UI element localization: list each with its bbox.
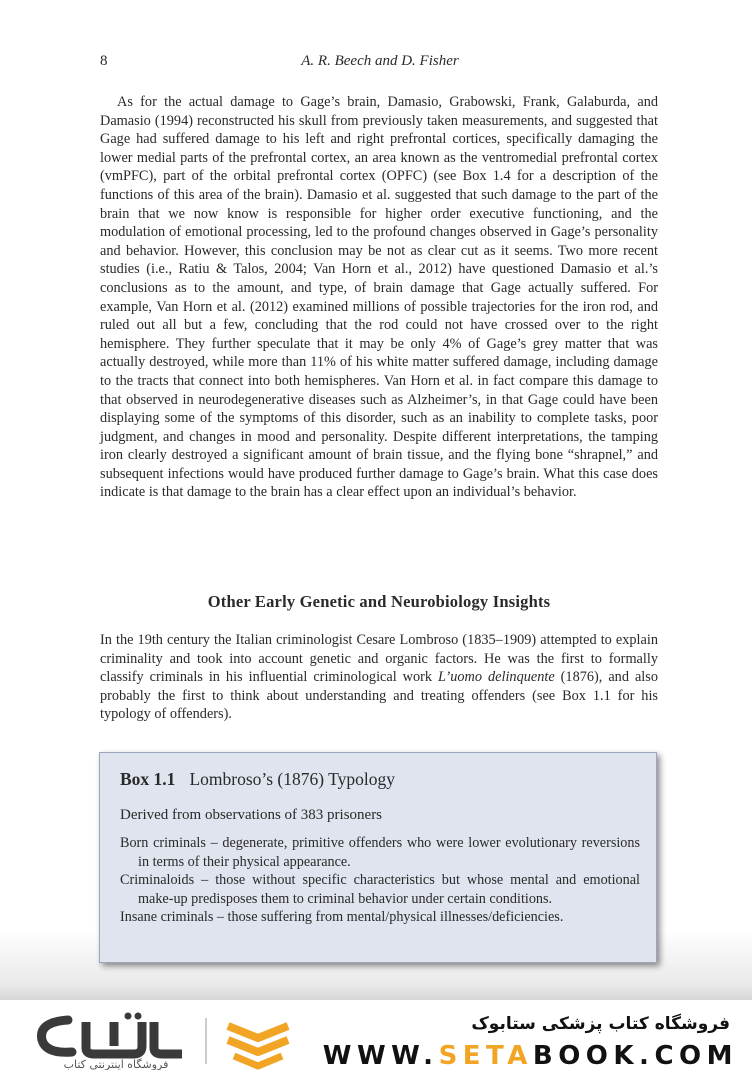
watermark-footer bbox=[0, 1000, 752, 1079]
box-heading: Lombroso’s (1876) Typology bbox=[189, 769, 395, 789]
book-title: L’uomo delinquente bbox=[438, 669, 555, 686]
box-subtitle: Derived from observations of 383 prisoners bbox=[120, 807, 383, 823]
list-item: Criminaloids – those without specific characteristics but whose mental and emotional make-up predisposes them to criminal behavior under certain conditions. bbox=[120, 872, 640, 907]
list-item: Born criminals – degenerate, primitive offenders who were lower evolutionary reversions in terms of their physical appearance. bbox=[120, 835, 640, 870]
page-header bbox=[100, 53, 660, 73]
website-prefix: WWW. bbox=[322, 1041, 439, 1071]
body-paragraph: As for the actual damage to Gage’s brain, Damasio, Grabowski, Frank, Galaburda, and Damasio (1994) reconstructed his skull from previously taken measurements, and suggested that Gage had suffered damage to his left and right prefrontal cortices, specifically damaging the lower medial parts of the prefrontal cortex, an area known as the ventromedial prefrontal cortex (vmPFC), part of the orbital prefrontal cortex (OPFC) (see Box 1.4 for a description of the functions of this area of the brain). Damasio et al. suggested that such damage to the part of the brain that we now know is responsible for higher order executive functioning, and the modulation of emotional processing, led to the profound changes observed in Gage’s personality and behavior. However, this conclusion may be not as clear cut as it seems. Two more recent studies (i.e., Ratiu & Talos, 2004; Van Horn et al., 2012) have questioned Damasio et al.’s conclusions as to the amount, and type, of brain damage that Gage actually suffered. For example, Van Horn et al. (2012) examined millions of possible trajectories for the iron rod, and ruled out all but a few, concluding that the rod could not have crossed over to the right hemisphere. They further speculate that it may be only 4% of Gage’s grey matter that was actually destroyed, while more than 11% of his white matter suffered damage, including damage to the tracts that connect into both hemispheres. Van Horn et al. in fact compare this damage to that observed in neurodegenerative diseases such as Alzheimer’s, in that Gage could have been displaying some of the symptoms of this disorder, such as an inability to complete tasks, poor judgment, and changes in mood and personality. Despite different interpretations, the tamping iron clearly destroyed a significant amount of brain tissue, and the flying bone “shrapnel,” and subsequent infections would have produced further damage to Gage’s brain. What this case does indicate is that damage to the brain has a clear effect upon an individual’s behavior. bbox=[100, 94, 658, 501]
running-head: A. R. Beech and D. Fisher bbox=[301, 53, 459, 69]
paragraph-text: In the 19th century the Italian criminologist Cesare Lombroso (1835–1909) attempted to explain criminality and took into account genetic and organic factors. He was the first to formally classify criminals in his influential criminological work bbox=[100, 632, 658, 686]
box-label: Box 1.1 bbox=[120, 769, 176, 789]
logo-tagline: فروشگاه اینترنتی کتاب bbox=[63, 1058, 169, 1070]
paragraph-text: (1876), and also probably the first to think about understanding and treating offenders (see Box 1.1 for his typology of offenders). bbox=[100, 669, 658, 723]
shop-name: فروشگاه کتاب پزشکی ستابوک bbox=[471, 1014, 730, 1034]
website-accent: SETA bbox=[438, 1041, 533, 1071]
section-heading: Other Early Genetic and Neurobiology Insights bbox=[207, 592, 551, 611]
website-link[interactable] bbox=[323, 1041, 738, 1071]
box-title bbox=[120, 769, 395, 790]
typology-list bbox=[120, 834, 640, 927]
setabook-logo-icon bbox=[28, 1012, 298, 1070]
sidebar-box bbox=[99, 752, 657, 963]
page-number: 8 bbox=[100, 53, 108, 69]
website-suffix: BOOK.COM bbox=[532, 1041, 738, 1071]
list-item: Insane criminals – those suffering from mental/physical illnesses/deficiencies. bbox=[120, 909, 564, 925]
body-paragraph bbox=[100, 631, 658, 724]
